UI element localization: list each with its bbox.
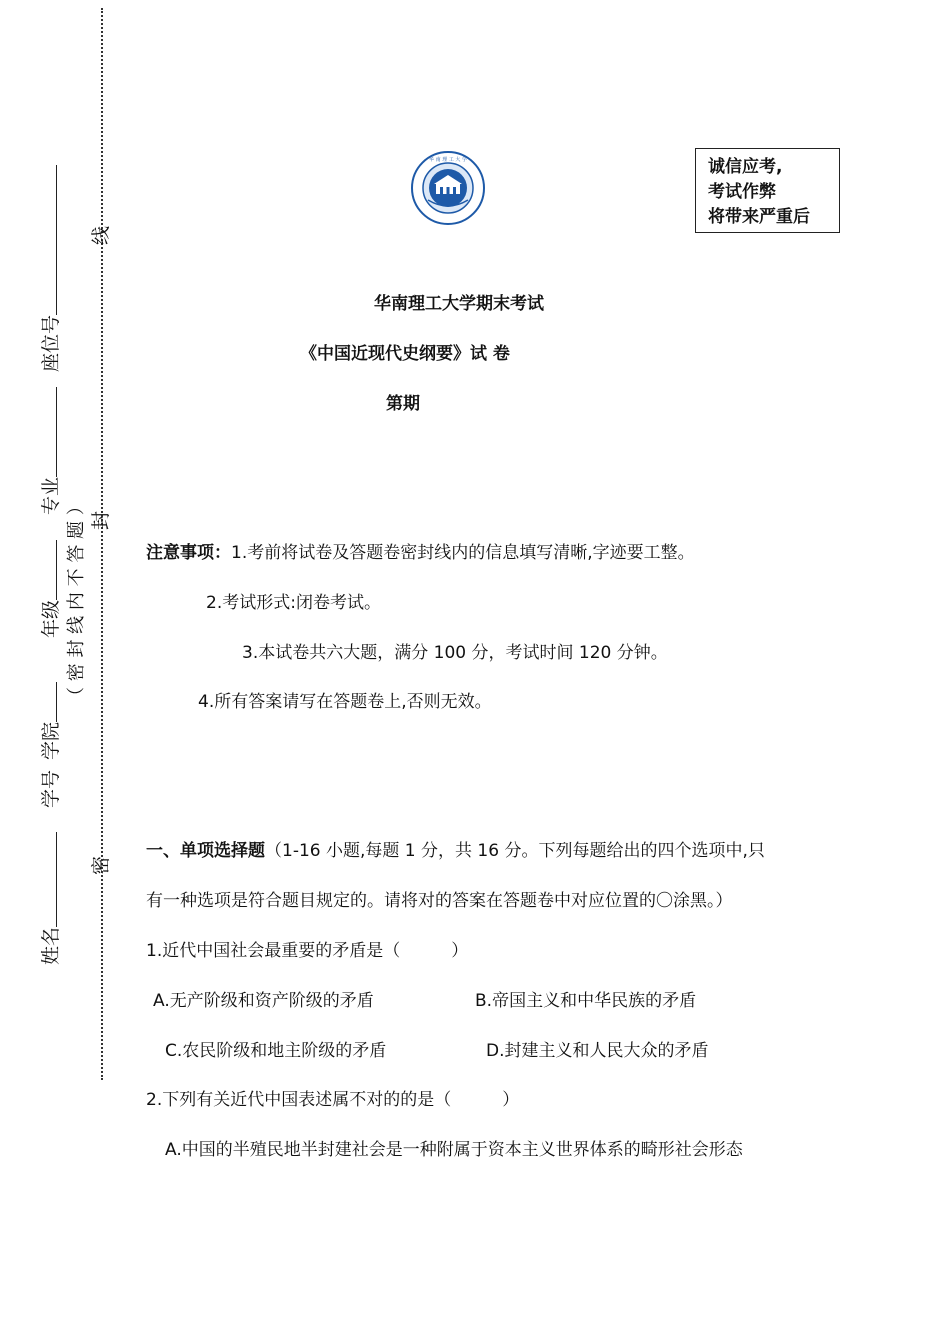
student-id-field[interactable] [36,770,63,808]
course-paper-title: 《中国近现代史纲要》试 卷 [300,344,510,364]
grade-field[interactable] [36,540,63,638]
honesty-line-3: 将带来严重后 [708,207,810,227]
honesty-notice-box [695,148,840,233]
university-seal-icon [410,150,486,226]
notes-label: 注意事项： [146,543,231,563]
honesty-line-1: 诚信应考, [708,157,783,177]
notes-item-4: 4.所有答案请写在答题卷上,否则无效。 [198,692,492,712]
student-id-label: 学号 [40,769,62,808]
major-label: 专业 [40,476,62,515]
name-label: 姓名 [40,926,62,965]
section1-heading: 一、单项选择题 [146,841,265,861]
svg-text:华 南 理 工 大 学: 华 南 理 工 大 学 [429,157,467,163]
section1-intro-line-2: 有一种选项是符合题目规定的。请将对的答案在答题卷中对应位置的〇涂黑。） [146,891,733,911]
seal-notice: （ 密 封 线 内 不 答 题 ） [66,497,87,705]
binding-dotted-line [101,8,103,1080]
question-1-option-c: C.农民阶级和地主阶级的矛盾 [165,1041,387,1061]
question-1-option-d: D.封建主义和人民大众的矛盾 [486,1041,709,1061]
seal-feng: 封 [90,510,112,530]
notes-item-2: 2.考试形式:闭卷考试。 [206,593,381,613]
notes-item-1: 注意事项：1.考前将试卷及答题卷密封线内的信息填写清晰,字迹要工整。 [146,543,695,563]
university-exam-title: 华南理工大学期末考试 [374,294,544,314]
seal-mi: 密 [90,855,112,875]
question-2-option-a: A.中国的半殖民地半封建社会是一种附属于资本主义世界体系的畸形社会形态 [165,1140,743,1160]
notes-item-3: 3.本试卷共六大题，满分 100 分，考试时间 120 分钟。 [242,643,668,663]
term-title: 第期 [386,394,420,414]
question-1-option-b: B.帝国主义和中华民族的矛盾 [475,991,697,1011]
section1-intro-line-1: 一、单项选择题（1-16 小题,每题 1 分，共 16 分。下列每题给出的四个选项中,只 [146,841,765,861]
seat-field[interactable] [36,165,63,372]
question-1-stem: 1.近代中国社会最重要的矛盾是（ ） [146,941,469,961]
honesty-line-2: 考试作弊 [708,182,776,202]
college-field[interactable] [36,682,63,760]
grade-label: 年级 [40,599,62,638]
question-1-option-a: A.无产阶级和资产阶级的矛盾 [153,991,374,1011]
seat-label: 座位号 [40,314,62,372]
seal-xian: 线 [90,225,112,245]
major-field[interactable] [36,387,63,515]
college-label: 学院 [40,721,62,760]
name-field[interactable] [36,832,63,965]
question-2-stem: 2.下列有关近代中国表述属不对的的是（ ） [146,1090,520,1110]
